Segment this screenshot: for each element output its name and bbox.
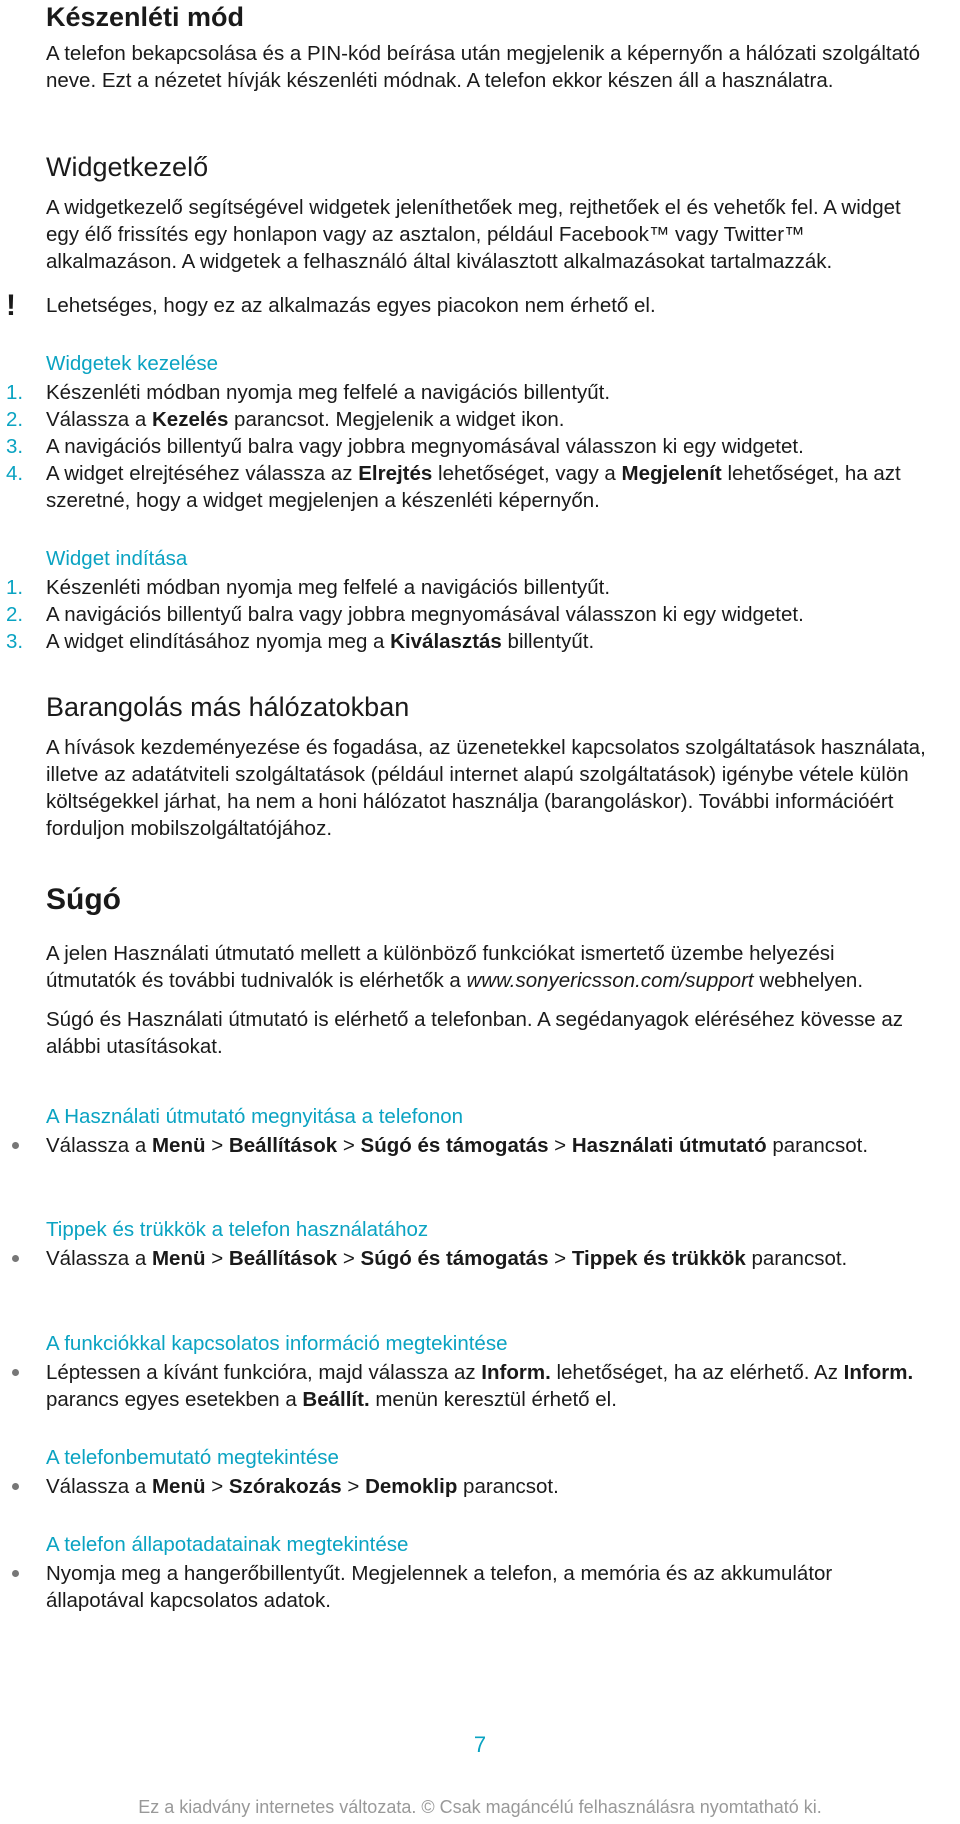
steps-list [6,379,926,514]
menu-path-item: Demoklip [365,1475,458,1498]
menu-path-item: Menü [151,1475,206,1498]
step-text: Válassza a [46,408,152,431]
section-body: A widgetkezelő segítségével widgetek jeleníthetőek meg, rejthetőek el és vehetők fel. A widget egy élő frissítés egy honlapon vagy az asztalon, például Facebook™ vagy Twitter™ alkalmazáson. A widgetek a felhasználó által kiválasztott alkalmazásokat tartalmazzák. [46,196,901,273]
menu-path-item: Súgó és támogatás [360,1247,549,1270]
path-separator: > [341,1475,366,1498]
bullet-list [46,1473,926,1500]
section-widget-manager [46,150,926,275]
page-footer: Ez a kiadvány internetes változata. © Csak magáncélú felhasználásra nyomtatható ki. [138,1797,822,1817]
section-standby [46,0,926,94]
step-text: billentyűt. [501,630,595,653]
procedure-heading: A telefon állapotadatainak megtekintése [46,1533,409,1556]
step [6,574,926,601]
item-text: Válassza a [46,1475,152,1498]
step-text: lehetőséget, vagy a [432,462,622,485]
step-text: parancsot. Megjelenik a widget ikon. [228,408,565,431]
path-separator: > [337,1247,361,1270]
step-number: 2. [6,603,24,626]
widget-start-procedure [6,545,926,655]
warning-icon: ! [6,289,16,322]
bullet-item [46,1245,926,1272]
step-text: A navigációs billentyű balra vagy jobbra megnyomásával válasszon ki egy widgetet. [46,603,804,626]
menu-path-item: Súgó és támogatás [360,1134,549,1157]
open-user-guide-procedure [46,1103,926,1159]
item-text: Válassza a [46,1134,152,1157]
section-roaming [46,690,926,842]
procedure-heading: Widget indítása [46,547,188,570]
widgets-manage-procedure [6,350,926,514]
item-text: parancsot. [766,1134,869,1157]
bullet-list [46,1359,926,1413]
step-keyword: Kezelés [151,408,229,431]
step-number: 1. [6,381,24,404]
note-text: Lehetséges, hogy ez az alkalmazás egyes piacokon nem érhető el. [46,294,656,317]
item-text: parancsot. [745,1247,848,1270]
section-title: Widgetkezelő [46,152,209,182]
availability-note [6,289,926,322]
bullet-dot [12,1483,19,1490]
item-text: menün keresztül érhető el. [369,1388,617,1411]
steps-list [6,574,926,655]
path-separator: > [548,1134,572,1157]
section-body: A hívások kezdeményezése és fogadása, az üzenetekkel kapcsolatos szolgáltatások használata, illetve az adatátviteli szolgáltatások (például internet alapú szolgáltatások) igénybe vétele külön költségekkel járhat, ha nem a honi hálózatot használja (barangoláskor). További információért forduljon mobilszolgáltatójához. [46,736,926,840]
item-text: lehetőséget, ha az elérhető. Az [550,1361,844,1384]
procedure-heading: Widgetek kezelése [46,352,219,375]
menu-path-item: Menü [151,1247,206,1270]
path-separator: > [548,1247,572,1270]
help-paragraph [46,940,926,994]
step-number: 3. [6,630,24,653]
section-title: Barangolás más hálózatokban [46,692,410,722]
item-text: parancsot. [457,1475,559,1498]
option-name: Inform. [481,1361,551,1384]
menu-path-item: Beállítások [228,1247,338,1270]
step-number: 1. [6,576,24,599]
section-title: Készenléti mód [46,2,245,32]
step-text: A navigációs billentyű balra vagy jobbra megnyomásával válasszon ki egy widgetet. [46,435,804,458]
procedure-heading: A funkciókkal kapcsolatos információ megtekintése [46,1332,508,1355]
step-keyword: Megjelenít [621,462,722,485]
item-text: Léptessen a kívánt funkcióra, majd válassza az [46,1361,482,1384]
path-separator: > [205,1247,229,1270]
step [6,433,926,460]
step-text: A widget elindításához nyomja meg a [46,630,391,653]
demo-procedure [46,1444,926,1500]
support-link[interactable]: www.sonyericsson.com/support [466,969,754,992]
step [6,601,926,628]
bullet-dot [12,1570,19,1577]
paragraph-text: webhelyen. [753,969,864,992]
step [6,406,926,433]
step-number: 3. [6,435,24,458]
section-body: A telefon bekapcsolása és a PIN-kód beírása után megjelenik a képernyőn a hálózati szolgáltató neve. Ezt a nézetet hívják készenléti módnak. A telefon ekkor készen áll a használatra. [46,42,921,92]
menu-path-item: Használati útmutató [571,1134,767,1157]
option-name: Beállít. [302,1388,370,1411]
procedure-heading: A telefonbemutató megtekintése [46,1446,339,1469]
section-title: Súgó [46,883,121,916]
page-number: 7 [473,1732,487,1757]
step-keyword: Kiválasztás [390,630,502,653]
step-text: lehetőséget, ha azt szeretné, hogy a widget megjelenjen a készenléti képernyőn. [46,462,901,512]
bullet-list [46,1245,926,1272]
menu-path-item: Szórakozás [228,1475,342,1498]
step [6,379,926,406]
bullet-item [46,1132,926,1159]
section-help [46,882,926,1060]
paragraph-text: A jelen Használati útmutató mellett a különböző funkciókat ismertető üzembe helyezési útmutatók és további tudnivalók is elérhetők a [46,942,835,992]
procedure-heading: Tippek és trükkök a telefon használatához [46,1218,429,1241]
tips-procedure [46,1216,926,1272]
bullet-item [46,1359,926,1413]
step [6,628,926,655]
step-text: Készenléti módban nyomja meg felfelé a navigációs billentyűt. [46,381,611,404]
item-text: parancs egyes esetekben a [46,1388,303,1411]
step [6,460,926,514]
menu-path-item: Beállítások [228,1134,338,1157]
item-text: Válassza a [46,1247,152,1270]
procedure-heading: A Használati útmutató megnyitása a telefonon [46,1105,464,1128]
bullet-list [46,1560,926,1614]
path-separator: > [205,1475,229,1498]
bullet-list [46,1132,926,1159]
bullet-dot [12,1142,19,1149]
step-keyword: Elrejtés [358,462,433,485]
step-number: 4. [6,462,24,485]
bullet-dot [12,1369,19,1376]
path-separator: > [205,1134,229,1157]
bullet-item [46,1473,926,1500]
step-text: Készenléti módban nyomja meg felfelé a navigációs billentyűt. [46,576,611,599]
menu-path-item: Tippek és trükkök [571,1247,746,1270]
bullet-dot [12,1255,19,1262]
status-procedure [46,1531,926,1614]
option-name: Inform. [843,1361,914,1384]
help-paragraph: Súgó és Használati útmutató is elérhető a telefonban. A segédanyagok eléréséhez kövesse az alábbi utasításokat. [46,1008,904,1058]
feature-info-procedure [46,1330,926,1413]
step-text: A widget elrejtéséhez válassza az [46,462,359,485]
bullet-item [46,1560,926,1614]
path-separator: > [337,1134,361,1157]
menu-path-item: Menü [151,1134,206,1157]
step-number: 2. [6,408,24,431]
item-text: Nyomja meg a hangerőbillentyűt. Megjelennek a telefon, a memória és az akkumulátor állapotával kapcsolatos adatok. [46,1562,833,1612]
